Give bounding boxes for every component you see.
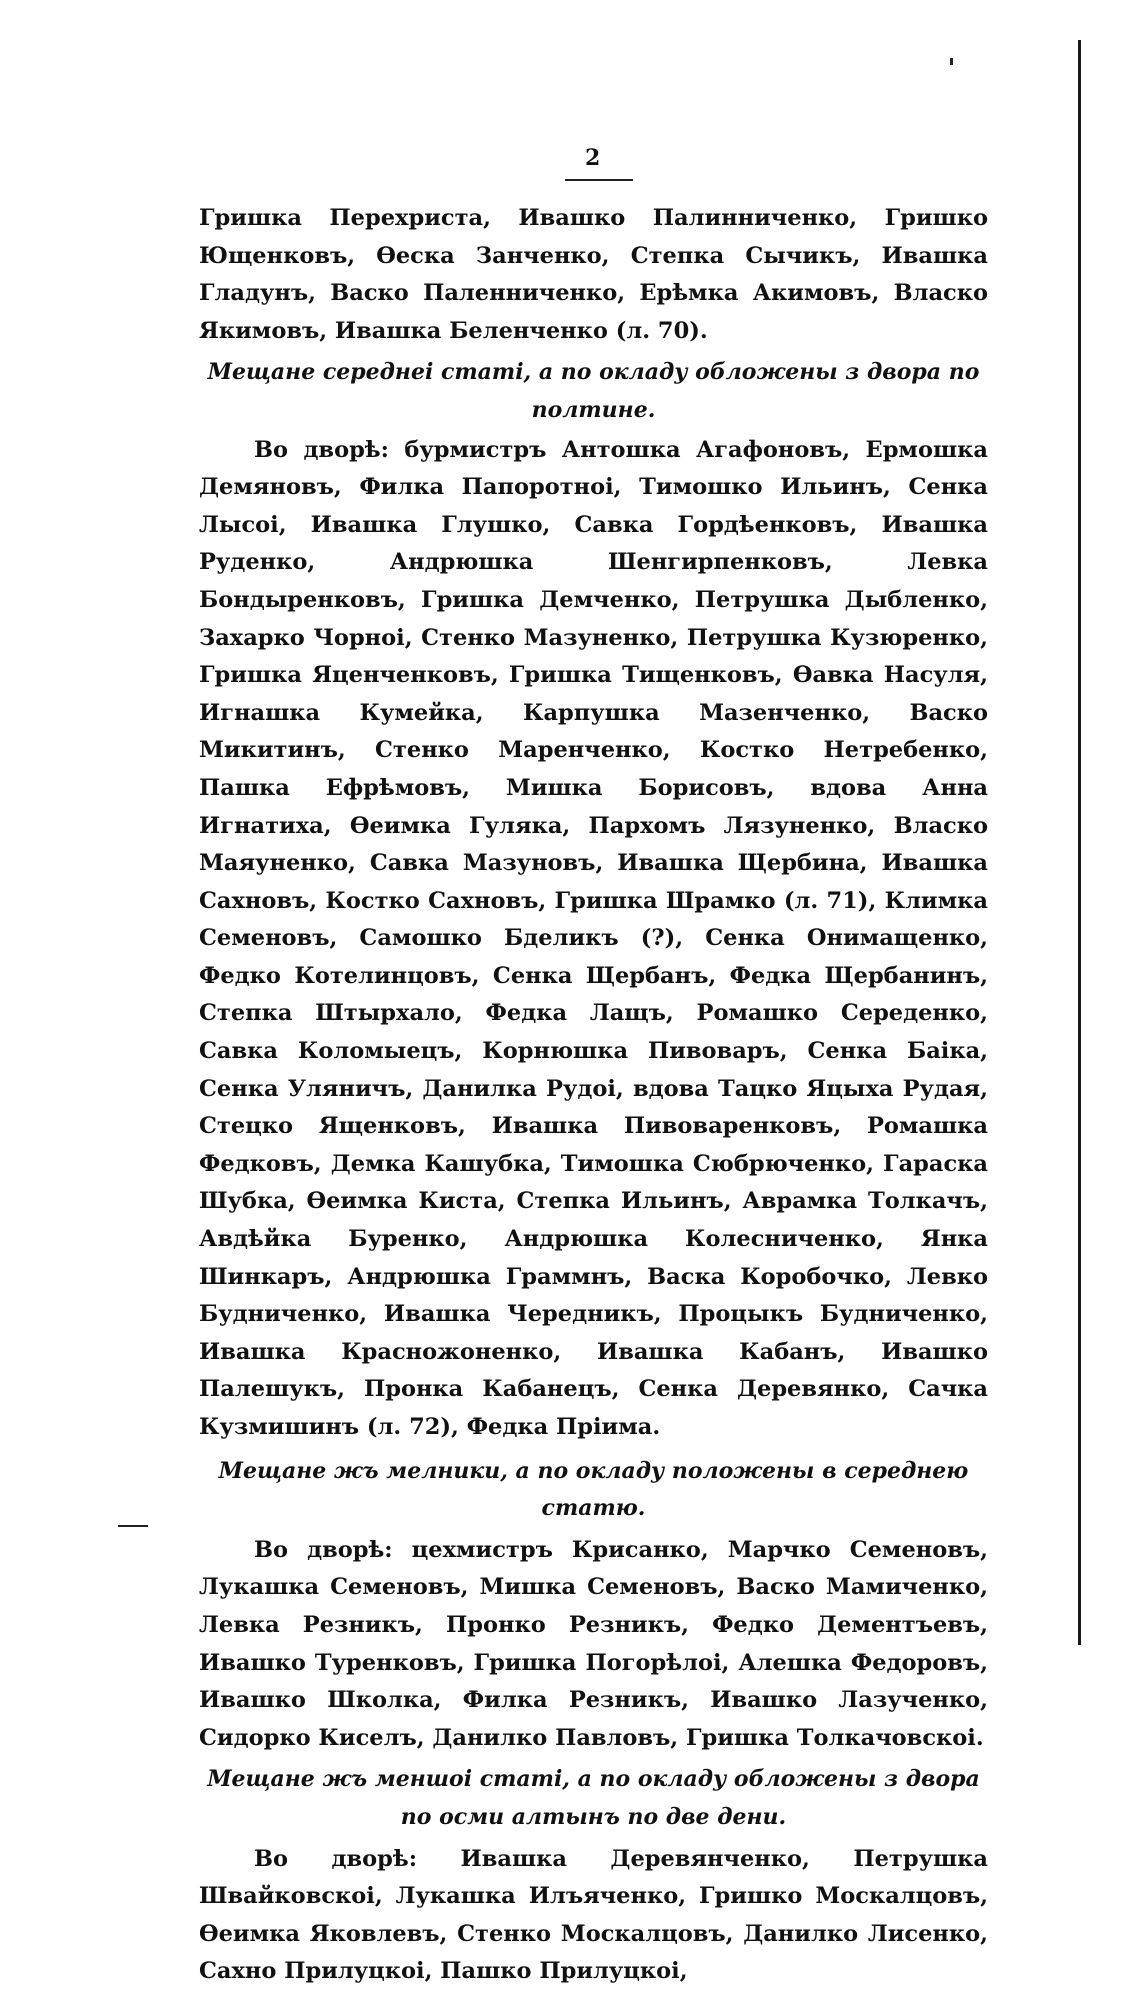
paragraph-1: Гришка Перехриста, Ивашко Палинниченко, Гришко Ющенковъ, Ѳеска Занченко, Степка Сычикъ, Ивашка Гладунъ, Васко Паленниченко, Ерѣмка Акимовъ, Власко Якимовъ, Ивашка Беленченко (л. 70). [199,205,988,344]
paragraph-2: Во дворѣ: бурмистръ Антошка Агафоновъ, Ермошка Демяновъ, Филка Папоротноі, Тимошко Ильинъ, Сенка Лысоі, Ивашка Глушко, Савка Гордѣенковъ, Ивашка Руденко, Андрюшка Шенгирпенковъ, Левка Бондыренковъ, Гришка Демченко, Петрушка Дыбленко, Захарко Чорноі, Стенко Мазуненко, Петрушка Кузюренко, Гришка Яценченковъ, Гришка Тищенковъ, Ѳавка Насуля, Игнашка Кумейка, Карпушка Мазенченко, Васко Микитинъ, Стенко Маренченко, Костко Нетребенко, Пашка Ефрѣмовъ, Мишка Борисовъ, вдова Анна Игнатиха, Ѳеимка Гуляка, Пархомъ Лязуненко, Власко Маяуненко, Савка Мазуновъ, Ивашка Щербина, Ивашка Сахновъ, Костко Сахновъ, Гришка Шрамко (л. 71), Климка Семеновъ, Самошко Бделикъ (?), Сенка Онимащенко, Федко Котелинцовъ, Сенка Щербанъ, Федка Щербанинъ, Степка Штырхало, Федка Лащъ, Ромашко Середенко, Савка Коломыецъ, Корнюшка Пивоваръ, Сенка Баіка, Сенка Уляничъ, Данилка Рудоі, вдова Тацко Яцыха Рудая, Стецко Ященковъ, Ивашка Пивоваренковъ, Ромашка Федковъ, Демка Кашубка, Тимошка Сюбрюченко, Гараска Шубка, Ѳеимка Киста, Степка Ильинъ, Аврамка Толкачъ, Авдѣйка Буренко, Андрюшка Колесниченко, Янка Шинкаръ, Андрюшка Граммнъ, Васка Коробочко, Левко Будниченко, Ивашка Чередникъ, Процыкъ Будниченко, Ивашка Красножоненко, Ивашка Кабанъ, Ивашко Палешукъ, Пронка Кабанецъ, Сенка Деревянко, Сачка Кузмишинъ (л. 72), Федка Пріима. [199,436,988,1440]
page-edge-line [1078,40,1081,1645]
paragraph-4: Во дворѣ: Ивашка Деревянченко, Петрушка Швайковскоі, Лукашка Илъяченко, Гришко Москалцовъ, Ѳеимка Яковлевъ, Стенко Москалцовъ, Данилко Лисенко, Сахно Прилуцкоі, Пашко Прилуцкоі, [199,1845,988,1985]
page-number: 2 [585,145,601,171]
page-number-rule [565,179,633,181]
section-heading-3: Мещане жъ меншоі статі, а по окладу обложены з двора по осми алтынъ по две дени. [207,1766,980,1830]
section-heading-1: Мещане середнеі статі, а по окладу обложены з двора по полтине. [207,359,980,423]
text-block [199,200,988,1991]
margin-dash [118,1525,148,1527]
section-heading-2: Мещане жъ мелники, а по окладу положены в середнею статю. [218,1457,969,1522]
paragraph-3: Во дворѣ: цехмистръ Крисанко, Марчко Семеновъ, Лукашка Семеновъ, Мишка Семеновъ, Васко Мамиченко, Левка Резникъ, Пронко Резникъ, Федко Дементъевъ, Ивашко Туренковъ, Гришка Погорѣлоі, Алешка Федоровъ, Ивашко Школка, Филка Резникъ, Ивашко Лазученко, Сидорко Киселъ, Данилко Павловъ, Гришка Толкачовскоі. [199,1536,988,1751]
scan-speck [950,58,953,65]
